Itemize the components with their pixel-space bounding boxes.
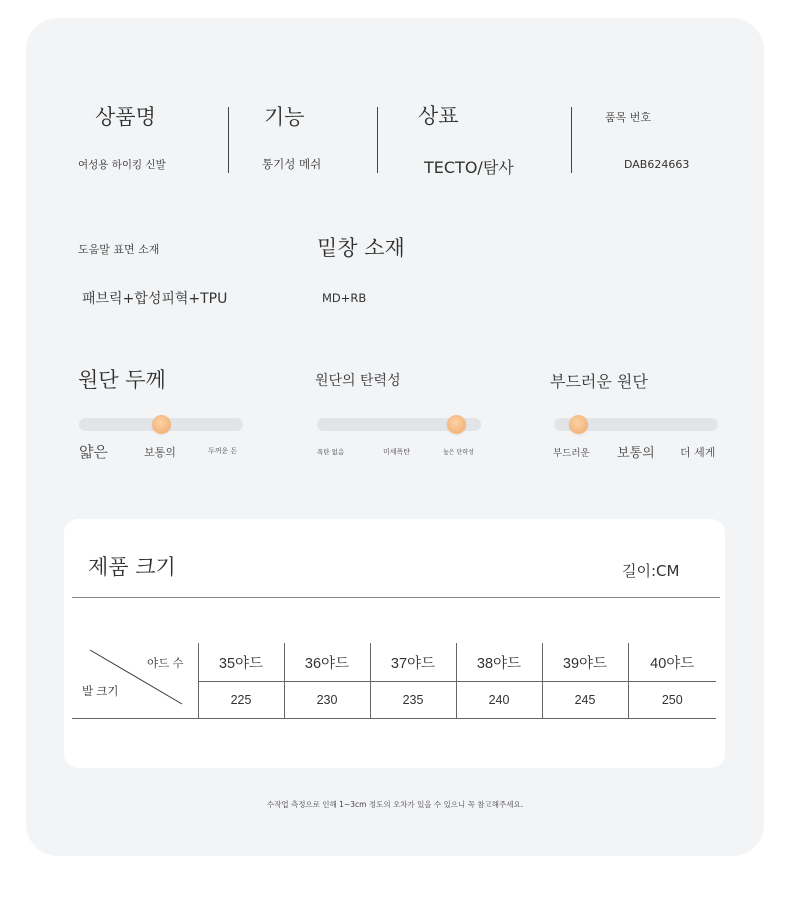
size-value: 235 (370, 682, 456, 719)
corner-label-bottom: 발 크기 (82, 686, 119, 698)
upper-material-value: 패브릭+합성피혁+TPU (82, 291, 228, 307)
product-name-label: 상품명 (95, 105, 156, 129)
sole-material-value: MD+RB (322, 291, 367, 305)
size-header: 40야드 (628, 643, 716, 682)
size-value: 230 (284, 682, 370, 719)
slider-label: 높은 탄력성 (443, 449, 474, 456)
slider-label: 부드러운 (553, 448, 590, 459)
sole-material-label: 밑창 소재 (317, 236, 405, 260)
slider-label: 더 세게 (680, 446, 716, 459)
slider-label: 보통의 (144, 446, 176, 459)
size-header: 35야드 (198, 643, 284, 682)
slider-title-thickness: 원단 두께 (78, 368, 166, 392)
size-value: 240 (456, 682, 542, 719)
brand-value: TECTO/탐사 (424, 158, 514, 177)
divider (571, 107, 572, 173)
slider-title-softness: 부드러운 원단 (550, 372, 648, 391)
slider-knob-elasticity (447, 415, 466, 434)
size-header: 37야드 (370, 643, 456, 682)
function-value: 통기성 메쉬 (262, 157, 322, 171)
size-table (72, 643, 716, 719)
size-value: 245 (542, 682, 628, 719)
slider-title-elasticity: 원단의 탄력성 (315, 373, 401, 389)
slider-label: 폭탄 없음 (317, 448, 345, 456)
size-header: 39야드 (542, 643, 628, 682)
slider-knob-thickness (152, 415, 171, 434)
corner-label-top: 야드 수 (147, 658, 184, 670)
slider-label: 보통의 (617, 446, 655, 461)
divider (228, 107, 229, 173)
function-label: 기능 (264, 105, 305, 129)
size-header: 36야드 (284, 643, 370, 682)
brand-label: 상표 (418, 104, 459, 128)
size-value: 225 (198, 682, 284, 719)
divider (377, 107, 378, 173)
size-chart-unit: 길이:CM (622, 562, 680, 580)
size-chart-title: 제품 크기 (88, 555, 176, 579)
item-number-label: 품목 번호 (605, 111, 652, 124)
slider-label: 두꺼운 돈 (208, 447, 238, 455)
item-number-value: DAB624663 (624, 158, 690, 171)
product-name-value: 여성용 하이킹 신발 (78, 159, 166, 171)
size-chart-divider (72, 597, 720, 598)
size-header: 38야드 (456, 643, 542, 682)
slider-knob-softness (569, 415, 588, 434)
upper-material-label: 도움말 표면 소재 (78, 243, 160, 256)
slider-label: 얇은 (79, 443, 108, 461)
footnote: 수작업 측정으로 인해 1~3cm 정도의 오차가 있을 수 있으니 꼭 참고해주세요. (266, 800, 524, 809)
size-value: 250 (628, 682, 716, 719)
slider-label: 미세폭탄 (383, 448, 411, 456)
size-table-corner (72, 643, 198, 719)
size-table-header-row (72, 643, 716, 682)
